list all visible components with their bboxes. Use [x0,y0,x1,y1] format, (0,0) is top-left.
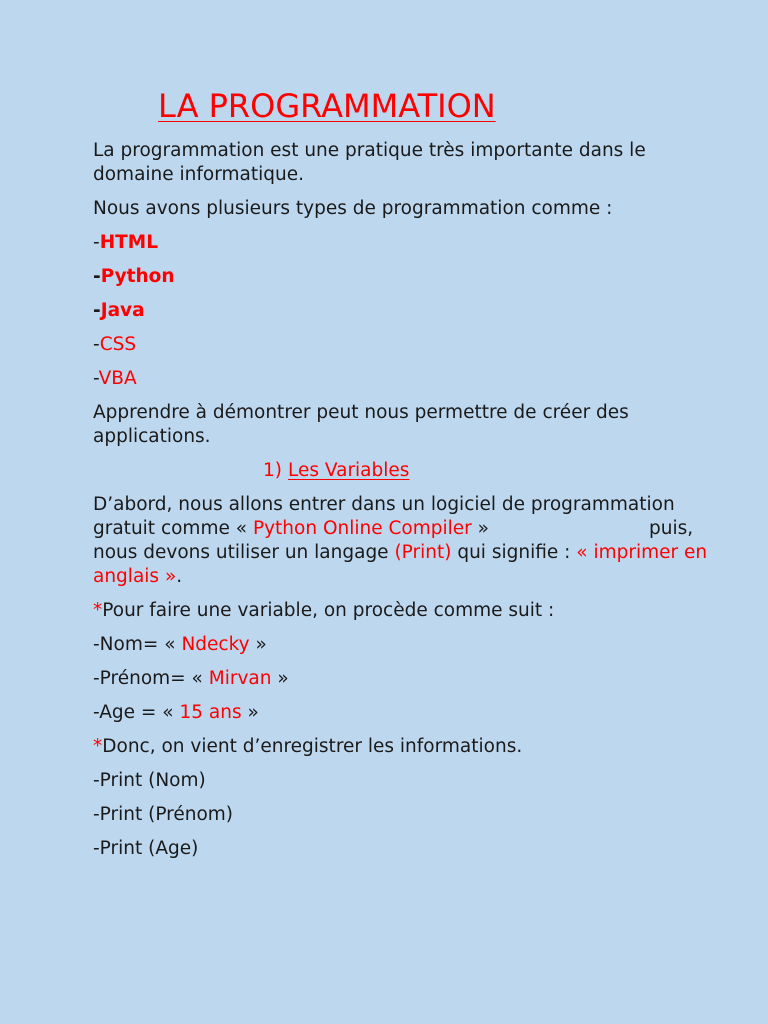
donc-paragraph [93,735,713,759]
language-prefix: - [93,266,101,287]
variable-end: » [241,702,259,723]
variable-line-nom [93,633,713,657]
intro-paragraph: La programmation est une pratique très importante dans le domaine informatique. [93,140,646,185]
language-prefix: - [93,300,101,321]
variable-label: -Prénom= « [93,668,209,689]
variable-end: » [249,634,267,655]
language-item-css [93,333,713,357]
asterisk-marker: * [93,736,103,757]
variable-label: -Nom= « [93,634,182,655]
document-page [93,84,713,871]
variable-value: Ndecky [181,634,250,655]
abord-text-1: D’abord, nous allons entrer dans un logiciel de programmation gratuit comme « [93,494,675,539]
variable-line-age [93,701,713,725]
language-name: Java [100,300,145,321]
print-keyword: (Print) [394,542,452,563]
section-heading [263,459,713,483]
document-title: LA PROGRAMMATION [158,87,496,125]
language-prefix: - [93,334,100,355]
language-name: Python [100,266,175,287]
language-name: VBA [98,368,137,389]
language-item-html [93,231,713,255]
variable-intro-paragraph [93,599,713,623]
print-line-age: -Print (Age) [93,838,199,859]
donc-text: Donc, on vient d’enregistrer les informations. [102,736,523,757]
variable-intro-text: Pour faire une variable, on procède comme suit : [102,600,555,621]
language-name: HTML [99,232,158,253]
language-item-python [93,265,713,289]
print-line-nom: -Print (Nom) [93,770,206,791]
abord-paragraph [93,493,713,589]
abord-text-4: qui signifie : [451,542,577,563]
language-name: CSS [99,334,137,355]
variable-value: 15 ans [179,702,242,723]
language-item-java [93,299,713,323]
types-intro-paragraph: Nous avons plusieurs types de programmation comme : [93,198,613,219]
abord-text-5: . [176,566,183,587]
variable-end: » [271,668,289,689]
variable-line-prenom [93,667,713,691]
print-line-prenom: -Print (Prénom) [93,804,234,825]
variable-value: Mirvan [208,668,272,689]
apprendre-paragraph: Apprendre à démontrer peut nous permettre de créer des applications. [93,402,629,447]
variable-label: -Age = « [93,702,180,723]
abord-text-3: puis, nous devons utiliser un langage [93,518,694,563]
section-label: Les Variables [288,460,410,481]
quoted-meaning: « imprimer en anglais » [93,542,708,587]
compiler-name: Python Online Compiler [252,518,472,539]
language-item-vba [93,367,713,391]
language-prefix: - [93,232,100,253]
language-prefix: - [93,368,99,389]
section-number: 1) [263,460,282,481]
asterisk-marker: * [93,600,103,621]
abord-text-2: » [471,518,489,539]
